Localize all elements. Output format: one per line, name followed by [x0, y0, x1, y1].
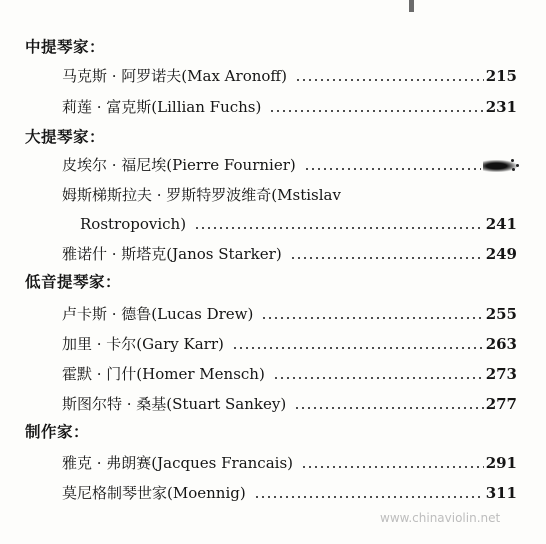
dot-leader: [295, 79, 484, 81]
toc-entry: [62, 244, 517, 264]
entry-page: 241: [485, 215, 517, 233]
entry-name-line1: 姆斯梯斯拉夫 · 罗斯特罗波维奇(Mstislav: [62, 186, 341, 204]
entry-page: 255: [485, 305, 517, 323]
entry-name: 莫尼格制琴世家(Moennig): [62, 484, 246, 502]
toc-entry: [62, 66, 517, 86]
entry-name: 霍默 · 门什(Homer Mensch): [62, 365, 265, 383]
dot-leader: [261, 317, 483, 319]
dot-leader: [269, 110, 483, 112]
entry-page: 291: [485, 454, 517, 472]
entry-page: 249: [485, 245, 517, 263]
entry-page: 215: [485, 67, 517, 85]
toc-entry: [62, 304, 517, 324]
toc-entry: [62, 334, 517, 354]
toc-entry: [62, 394, 517, 414]
entry-page: 263: [485, 335, 517, 353]
toc-entry: [62, 453, 517, 473]
toc-entry: [80, 214, 517, 234]
dot-leader: [304, 168, 481, 170]
entry-name: 加里 · 卡尔(Gary Karr): [62, 335, 224, 353]
entry-name: 雅诺什 · 斯塔克(Janos Starker): [62, 245, 282, 263]
entry-name: 斯图尔特 · 桑基(Stuart Sankey): [62, 395, 287, 413]
ink-smudge-dots: [509, 158, 521, 172]
dot-leader: [254, 496, 484, 498]
entry-name: 马克斯 · 阿罗诺夫(Max Aronoff): [62, 67, 287, 85]
toc-entry: [62, 364, 517, 384]
dot-leader: [294, 407, 483, 409]
entry-name: 雅克 · 弗朗赛(Jacques Francais): [62, 454, 293, 472]
dot-leader: [301, 466, 484, 468]
toc-entry: [62, 483, 517, 503]
toc-entry: [62, 97, 517, 117]
entry-name: 皮埃尔 · 福尼埃(Pierre Fournier): [62, 156, 296, 174]
entry-name-line2: Rostropovich): [80, 215, 187, 233]
entry-page: 273: [485, 365, 517, 383]
scan-mark: [409, 0, 414, 12]
entry-name: 卢卡斯 · 德鲁(Lucas Drew): [62, 305, 254, 323]
entry-page: 231: [485, 98, 517, 116]
entry-page: 277: [485, 395, 517, 413]
dot-leader: [273, 377, 484, 379]
dot-leader: [194, 227, 484, 229]
entry-page: 311: [485, 484, 517, 502]
section-title-cello: 大提琴家：: [25, 127, 106, 146]
site-watermark: www.chinaviolin.net: [380, 511, 501, 525]
toc-entry: [62, 155, 517, 175]
section-title-double-bass: 低音提琴家：: [25, 272, 122, 291]
entry-name: 莉莲 · 富克斯(Lillian Fuchs): [62, 98, 262, 116]
section-title-makers: 制作家：: [25, 422, 90, 441]
section-title-viola: 中提琴家：: [25, 37, 106, 56]
dot-leader: [290, 257, 484, 259]
dot-leader: [232, 347, 484, 349]
